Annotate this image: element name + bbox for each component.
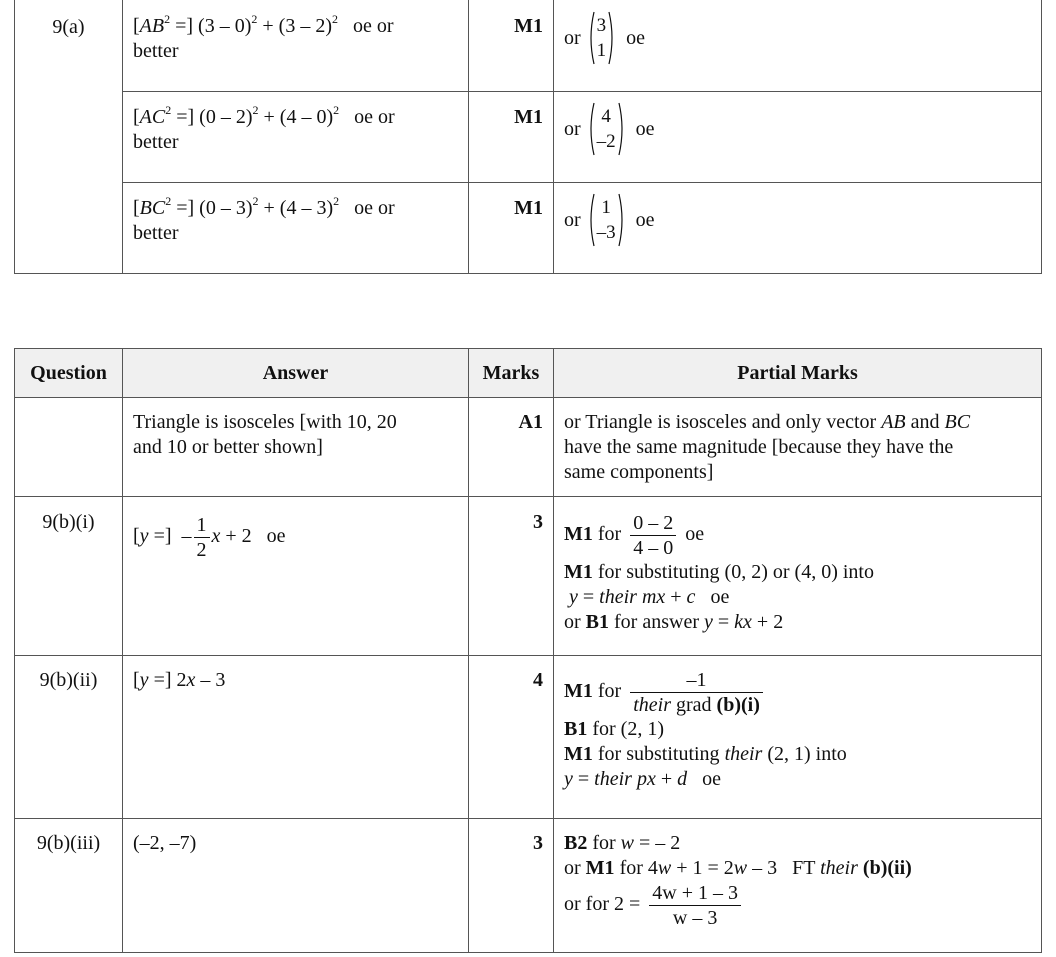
answer-cell: [y =] – $\frac{1}{2}$ x + 2 oe — [123, 497, 469, 656]
marks-cell: 4 — [469, 656, 554, 819]
answer-cell: [$BC^2$ =] (0 – 3)$^2$ + (4 – 3)$^2$ oe or better — [123, 183, 469, 274]
partial-marks-cell: or 4 –2 oe — [554, 92, 1042, 183]
marks-cell: M1 — [469, 0, 554, 92]
column-vector: 4 –2 — [587, 102, 626, 156]
table-row — [15, 398, 1042, 497]
header-question: Question — [15, 349, 123, 398]
table-header-row — [15, 349, 1042, 398]
marks-cell: M1 — [469, 92, 554, 183]
marks-cell: M1 — [469, 183, 554, 274]
header-partial-marks: Partial Marks — [554, 349, 1042, 398]
question-cell: 9(b)(iii) — [15, 819, 123, 953]
partial-marks-cell: or Triangle is isosceles and only vector AB and BC have the same magnitude [because they have the same components] — [554, 398, 1042, 497]
partial-marks-cell: M1 for $\frac{0 - 2}{4 - 0}$ oe M1 for substituting (0, 2) or (4, 0) into y = their mx + c oe or B1 for answer y = kx + 2 — [554, 497, 1042, 656]
marks-cell: 3 — [469, 819, 554, 953]
table-row — [15, 183, 1042, 274]
partial-marks-cell: M1 for $\frac{-1}{\text{their grad (b)(i)}}$ B1 for (2, 1) M1 for substituting their (2, 1) into y = their px + d oe — [554, 656, 1042, 819]
marks-cell: A1 — [469, 398, 554, 497]
table-row — [15, 497, 1042, 656]
table-row — [15, 819, 1042, 953]
answer-cell: [$AC^2$ =] (0 – 2)$^2$ + (4 – 0)$^2$ oe or better — [123, 92, 469, 183]
partial-marks-cell: or 3 1 oe — [554, 0, 1042, 92]
table-row — [15, 92, 1042, 183]
partial-marks-cell: B2 for w = – 2 or M1 for 4w + 1 = 2w – 3 FT their (b)(ii) or for 2 = $\frac{4w + 1 - 3}{w - 3}$ — [554, 819, 1042, 953]
answer-cell: Triangle is isosceles [with 10, 20 and 10 or better shown] — [123, 398, 469, 497]
header-marks: Marks — [469, 349, 554, 398]
table-row — [15, 0, 1042, 92]
question-cell: 9(b)(ii) — [15, 656, 123, 819]
answer-cell: (–2, –7) — [123, 819, 469, 953]
column-vector: 3 1 — [587, 11, 617, 65]
question-cell: 9(b)(i) — [15, 497, 123, 656]
partial-marks-cell: or 1 –3 oe — [554, 183, 1042, 274]
column-vector: 1 –3 — [587, 193, 626, 247]
table-row — [15, 656, 1042, 819]
answer-cell: [$AB^2$ =] (3 – 0)$^2$ + (3 – 2)$^2$ oe or better — [123, 0, 469, 92]
marking-table-continued — [14, 0, 1042, 274]
header-answer: Answer — [123, 349, 469, 398]
question-cell: 9(a) — [15, 0, 123, 274]
question-cell — [15, 398, 123, 497]
marking-table — [14, 348, 1042, 953]
answer-cell: [y =] 2x – 3 — [123, 656, 469, 819]
marks-cell: 3 — [469, 497, 554, 656]
